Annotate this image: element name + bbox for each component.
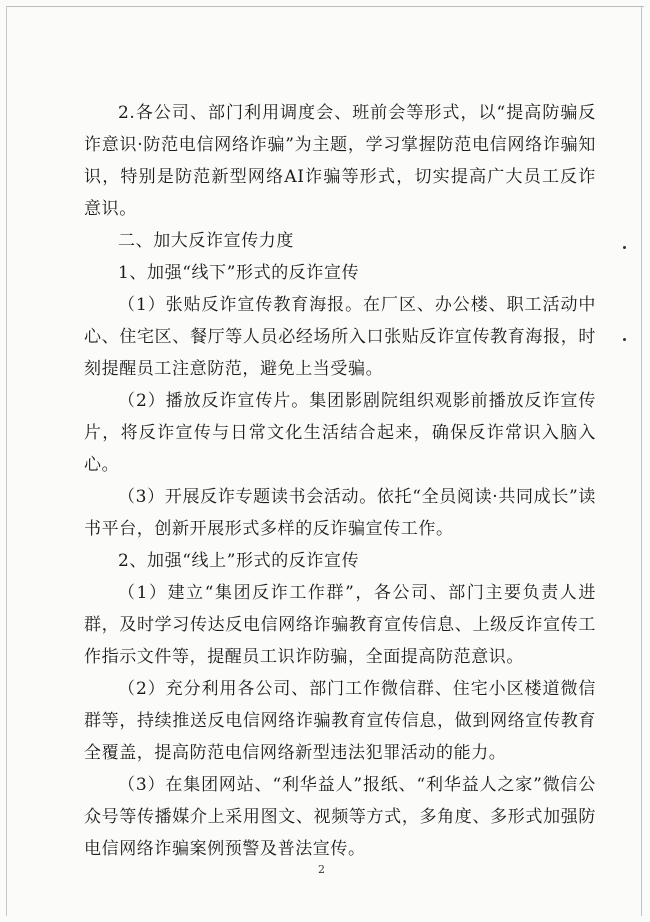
scan-edge-top: [6, 6, 644, 7]
paragraph-offline-films: （2）播放反诈宣传片。集团影剧院组织观影前播放反诈宣传片，将反诈宣传与日常文化生活结合起来，确保反诈常识入脑入心。: [84, 391, 596, 475]
subheading-online: 2、加强“线上”形式的反诈宣传: [118, 551, 360, 571]
section-heading-propaganda: 二、加大反诈宣传力度: [118, 231, 294, 251]
scan-edge-right: [641, 6, 642, 916]
paragraph-online-group: （1）建立“集团反诈工作群”，各公司、部门主要负责人进群，及时学习传达反电信网络诈骗教育宣传信息、上级反诈宣传工作指示文件等，提醒员工识诈防骗，全面提高防范意识。: [84, 583, 596, 667]
paragraph-study-topic: 2.各公司、部门利用调度会、班前会等形式，以“提高防骗反诈意识·防范电信网络诈骗”为主题，学习掌握防范电信网络诈骗知识，特别是防范新型网络AI诈骗等形式，切实提高广大员工反诈意识。: [84, 103, 596, 219]
scan-speck: [623, 338, 626, 341]
page-number: 2: [318, 863, 325, 876]
paragraph-offline-reading: （3）开展反诈专题读书会活动。依托“全员阅读·共同成长”读书平台，创新开展形式多样的反诈骗宣传工作。: [84, 487, 596, 539]
paragraph-online-media: （3）在集团网站、“利华益人”报纸、“利华益人之家”微信公众号等传播媒介上采用图文、视频等方式，多角度、多形式加强防电信网络诈骗案例预警及普法宣传。: [84, 775, 596, 859]
document-body: [84, 97, 596, 865]
subheading-offline: 1、加强“线下”形式的反诈宣传: [118, 263, 360, 283]
paragraph-offline-posters: （1）张贴反诈宣传教育海报。在厂区、办公楼、职工活动中心、住宅区、餐厅等人员必经场所入口张贴反诈宣传教育海报，时刻提醒员工注意防范，避免上当受骗。: [84, 295, 596, 379]
scan-edge-left: [6, 6, 7, 916]
scan-speck: [623, 246, 626, 249]
paragraph-online-wechat: （2）充分利用各公司、部门工作微信群、住宅小区楼道微信群等，持续推送反电信网络诈骗教育宣传信息，做到网络宣传教育全覆盖，提高防范电信网络新型违法犯罪活动的能力。: [84, 679, 596, 763]
